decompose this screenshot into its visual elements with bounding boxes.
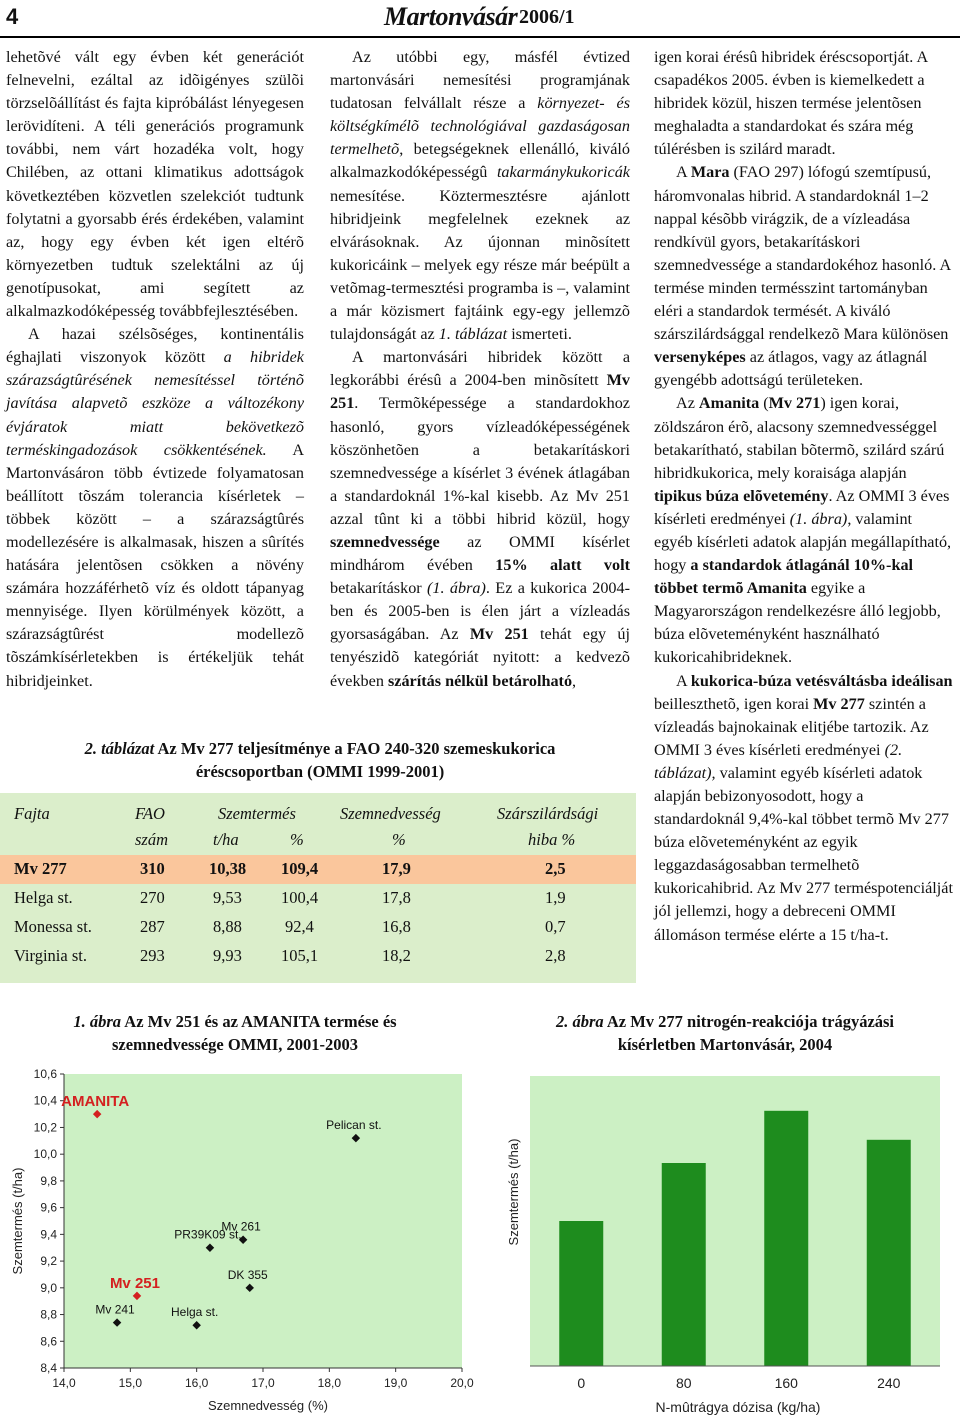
y-tick-label: 10,2 [33, 1120, 57, 1135]
cell-hiba: 0,7 [545, 917, 566, 936]
cell-nedvesseg: 17,8 [382, 888, 411, 907]
figure-caption-text: kísérletben Martonvásár, 2004 [617, 1035, 833, 1054]
cell-nedvesseg: 18,2 [382, 946, 411, 965]
text: A [676, 163, 691, 182]
table-caption [40, 737, 600, 783]
cell-tha: 10,38 [209, 859, 247, 878]
point-label: Mv 241 [95, 1302, 135, 1317]
cell-fao: 293 [140, 946, 165, 965]
header-fao-unit: szám [135, 830, 169, 849]
header-szemtermes: Szemtermés [218, 804, 296, 823]
bar [662, 1163, 706, 1366]
paragraph [654, 46, 954, 161]
page-number: 4 [6, 4, 19, 29]
paragraph [654, 161, 954, 392]
table-row [0, 913, 636, 942]
bar [764, 1111, 808, 1366]
emphasis: takarmánykukoricák [496, 163, 630, 182]
text: , valamint egyéb kísérleti adatok alapján megállapítható, hogy [654, 509, 952, 575]
emphasis-bold: 15% alatt volt [495, 556, 631, 575]
paragraph [330, 346, 630, 692]
cell-fao: 287 [140, 917, 165, 936]
emphasis-bold: szemnedvessége [330, 532, 440, 551]
point-label: AMANITA [61, 1093, 130, 1111]
hybrid-name: Amanita [698, 394, 760, 413]
paragraph [6, 46, 304, 323]
hybrid-name: Mara [690, 163, 730, 182]
figure-1-scatter-chart [0, 1062, 474, 1418]
x-tick-label: 80 [675, 1375, 692, 1391]
y-axis-label: Szemtermés (t/ha) [10, 1167, 25, 1275]
y-tick-label: 8,8 [40, 1307, 57, 1322]
point-label: Mv 251 [109, 1274, 160, 1292]
text: . Az OMMI 3 éves kísérleti eredményei [654, 486, 950, 528]
y-tick-label: 10,0 [33, 1147, 57, 1162]
text: Az [676, 394, 699, 413]
emphasis-bold: versenyképes [654, 348, 746, 367]
header-szemnedvesseg-unit: % [392, 830, 406, 849]
journal-issue: 2006/1 [519, 6, 575, 28]
text: szintén a vízleadás bajnokainak elitjébe tartozik. Az OMMI 3 éves kísérleti eredményei [654, 694, 929, 759]
cell-pct: 109,4 [281, 859, 319, 878]
header-szarszilardsagi-unit: hiba % [528, 830, 576, 849]
emphasis-bold: szárítás nélkül betárolható [387, 671, 573, 690]
cell-fajta: Mv 277 [14, 859, 67, 878]
figure-1-caption [20, 1010, 450, 1056]
bar-chart-svg [500, 1062, 956, 1418]
text: igen korai érésû hibridek éréscsoportját. A csapadékos 2005. évben is kiemelkedett a hibridek közül, hiszen termése jelentõsen meghaladta a standardokat és szára még túlérésben is szilárd maradt. [654, 48, 928, 159]
figure-caption-text: Az Mv 277 nitrogén-reakciója trágyázási [603, 1012, 895, 1031]
emphasis-bold: tipikus búza elõvetemény [654, 486, 829, 505]
text: lehetõvé vált egy évben két generációt felnevelni, ezáltal az idõigényes szülõi törzselõállítást és fajta kipróbálást lényegesen lerövidíteni. A téli generációs programunk további, nem várt hozadéka volt, hogy Chilében, az ottani klimatikus adottságok következtében közvetlen szelekciót tudtunk folytatni a gyorsabb érés érdekében, valamint az, hogy egy évben két igen eltérõ környezetben tudtuk szelektálni az új genotípusokat, ami segített az alkalmazkodóképesség továbbfejlesztésében. [6, 48, 304, 321]
bar [867, 1140, 911, 1366]
text: . Ez a kukorica 2004-ben és 2005-ben is élen járt a vízleadás gyorsaságában. Az [330, 579, 631, 644]
cell-nedvesseg: 17,9 [382, 859, 411, 878]
text: , betegségeknek ellenálló, kiváló alkalmazkodóképességû [330, 140, 630, 182]
hybrid-name: Mv 251 [469, 625, 529, 644]
table-caption-text: Az Mv 277 teljesítménye a FAO 240-320 szemeskukorica [154, 739, 556, 758]
text: ) igen korai, zöldszáron érõ, alacsony szemnedvességgel betakarítható, stabilan bõtermõ, szilárd szárú hibridkukorica, mely koraisága alapján [654, 394, 945, 482]
text: (FAO 297) lófogú szemtípusú, háromvonalas hibrid. A standardoknál 1–2 nappal késõbb virágzik, de a vízleadása rendkívül gyors, betakarításkori szemnedvessége a standardokéhoz hasonló. A termése minden termésszint tartományban eléri a standardok termését. A kiváló szárszilárdsággal rendelkezõ Mara különösen [654, 163, 951, 344]
y-tick-label: 9,4 [40, 1227, 57, 1242]
header-szemtermes-tha: t/ha [213, 830, 239, 849]
text: A martonvásári hibridek között a legkorábbi érésû a 2004-ben minõsített [330, 348, 630, 390]
table-caption-label: 2. táblázat [84, 739, 155, 758]
paragraph [6, 323, 304, 693]
cell-tha: 9,53 [213, 888, 242, 907]
emphasis: környezet- és költségkímélõ technológiával gazdaságosan termelhetõ [330, 94, 630, 159]
x-axis-label: Szemnedvesség (%) [208, 1398, 328, 1413]
emphasis-bold: a standardok átlagánál 10%-kal többet termõ Amanita [654, 556, 914, 598]
text: A hazai szélsõséges, kontinentális éghajlati viszonyok között [6, 325, 304, 367]
y-tick-label: 9,2 [40, 1254, 57, 1269]
cell-fajta: Virginia st. [14, 946, 87, 965]
cell-pct: 105,1 [281, 946, 319, 965]
paragraph [330, 46, 630, 346]
figure-caption-text: szemnedvessége OMMI, 2001-2003 [111, 1035, 359, 1054]
figure-reference: (1. ábra) [427, 579, 486, 598]
scatter-chart-svg [0, 1062, 474, 1418]
x-tick-label: 160 [774, 1375, 798, 1391]
text: Az utóbbi egy, másfél évtized martonvásári nemesítési programjának tudatosan felvállalt része a [330, 48, 630, 113]
figure-2-bar-chart [500, 1062, 956, 1418]
results-table [0, 793, 636, 983]
point-label: DK 355 [227, 1267, 268, 1282]
cell-fajta: Monessa st. [14, 917, 92, 936]
text-column-3 [654, 46, 954, 947]
table-row [0, 942, 636, 971]
plot-area [64, 1074, 462, 1368]
y-tick-label: 10,4 [33, 1093, 57, 1108]
y-axis-label: Szemtermés (t/ha) [506, 1138, 521, 1246]
text: egyike a Magyarországon rendelkezésre álló legjobb, búza elõveteményként használható kukoricahibrideknek. [654, 579, 941, 667]
point-label: PR39K09 st. [174, 1227, 242, 1242]
y-tick-label: 9,8 [40, 1173, 57, 1188]
cell-tha: 9,93 [213, 946, 242, 965]
text: . Termõképessége a standardokhoz hasonló, gyors vízleadóképességének köszönhetõen a betakarításkori szemnedvessége a kísérlet 3 évének átlagában a standardoknál 1%-kal kisebb. Az Mv 251 azzal tûnt ki a többi hibrid közül, hogy [330, 394, 630, 528]
emphasis-bold: kukorica-búza vetésváltásba ideálisan [690, 671, 953, 690]
y-tick-label: 8,6 [40, 1334, 57, 1349]
text: , [572, 671, 577, 690]
cell-fajta: Helga st. [14, 888, 73, 907]
x-tick-label: 19,0 [383, 1376, 408, 1390]
text: nemesítése. Köztermesztésre ajánlott hibridjeink megfelelnek ezeknek az elvárásoknak. Az újonnan minõsített kukoricáink – melyek egy része már beépült a vetõmag-termesztési programba is –, valamint a már közismert fajtáink egy-egy jellemzõ tulajdonságát az [330, 186, 630, 344]
table-header [0, 793, 636, 855]
table-row [0, 884, 636, 913]
bar [559, 1221, 603, 1366]
x-tick-label: 17,0 [251, 1376, 275, 1390]
text: betakarításkor [330, 579, 428, 598]
point-label: Mv 261 [221, 1219, 261, 1234]
point-label: Pelican st. [326, 1118, 382, 1133]
text: ( [759, 394, 769, 413]
x-axis-label: N-mûtrágya dózisa (kg/ha) [655, 1399, 821, 1415]
cell-hiba: 2,5 [545, 859, 566, 878]
text-column-1 [6, 46, 304, 693]
cell-pct: 100,4 [281, 888, 319, 907]
paragraph [654, 392, 954, 669]
x-tick-label: 16,0 [184, 1376, 209, 1390]
table-reference: (2. táblázat), [654, 740, 903, 782]
text: tehát egy új tenyészidõ kategóriát nyitott: a kedvezõ években [330, 625, 630, 690]
figure-caption-text: Az Mv 251 és az AMANITA termése és [121, 1012, 397, 1031]
header-fajta: Fajta [14, 804, 50, 823]
text: A Martonvásáron több évtizede folyamatosan beállított tõszám tolerancia kísérletek – többek között – a szárazságtûrés modellezésére is alkalmasak, hiszen a sûrítés hatására jelentõsen csökken a növény számára hozzáférhetõ víz és oldott tápanyag mennyisége. Ilyen körülmények között, a szárazságtûrést modellezõ tõszámkísérletekben is értékeljük tehát hibridjeinket. [6, 440, 305, 690]
hybrid-name: Mv 271 [768, 394, 821, 413]
x-tick-label: 14,0 [52, 1376, 76, 1390]
cell-fao: 310 [140, 859, 165, 878]
text: A [676, 671, 691, 690]
text: valamint egyéb kísérleti adatok alapján bebizonyosodott, hogy a standardoknál 9,4%-kal többet termõ Mv 277 búza elõveteményként az egyik leggazdaságosabban termelhetõ kukoricahibrid. Az Mv 277 terméspotenciálját jól jellemzi, hogy a debreceni OMMI állomáson termése elérte a 15 t/ha-t. [654, 763, 953, 944]
cell-hiba: 1,9 [545, 888, 566, 907]
hybrid-name: Mv 251 [330, 371, 630, 413]
x-tick-label: 15,0 [118, 1376, 143, 1390]
header-szarszilardsagi: Szárszilárdsági [497, 804, 599, 823]
x-tick-label: 240 [877, 1375, 901, 1391]
journal-title: Martonvásár [384, 2, 518, 31]
cell-pct: 92,4 [285, 917, 314, 936]
y-tick-label: 9,0 [40, 1280, 57, 1295]
hybrid-name: Mv 277 [813, 694, 865, 713]
header-szemtermes-pct: % [290, 830, 304, 849]
point-label: Helga st. [170, 1305, 219, 1320]
y-tick-label: 9,6 [40, 1200, 57, 1215]
header-fao: FAO [135, 804, 165, 823]
y-tick-label: 10,6 [33, 1067, 57, 1081]
text: az átlagos, vagy az átlagnál gyengébb adottságú területeken. [654, 348, 928, 390]
x-tick-label: 20,0 [450, 1376, 474, 1390]
figure-reference: (1. ábra) [789, 509, 848, 528]
cell-nedvesseg: 16,8 [382, 917, 411, 936]
page-header [0, 0, 960, 38]
figure-caption-label: 1. ábra [73, 1012, 122, 1031]
figure-2-caption [500, 1010, 950, 1056]
cell-hiba: 2,8 [545, 946, 566, 965]
cell-fao: 270 [140, 888, 165, 907]
header-szemnedvesseg: Szemnedvesség [340, 804, 441, 823]
table-row [0, 855, 636, 884]
paragraph [654, 670, 954, 947]
text: beilleszthetõ, igen korai [654, 694, 814, 713]
text: ismerteti. [507, 325, 572, 344]
table-caption-text: éréscsoportban (OMMI 1999-2001) [195, 762, 445, 781]
cell-tha: 8,88 [213, 917, 242, 936]
x-tick-label: 18,0 [317, 1376, 342, 1390]
header-rule [0, 36, 960, 38]
text: az OMMI kísérlet mindhárom évében [330, 532, 630, 575]
x-tick-label: 0 [577, 1375, 586, 1391]
y-tick-label: 8,4 [40, 1361, 57, 1375]
text-column-2 [330, 46, 630, 693]
table-reference: 1. táblázat [438, 325, 508, 344]
emphasis: a hibridek szárazságtûrésének nemesítéssel történõ javítása alapvetõ eszköze a változékony évjáratok miatt bekövetkezõ terméskingadozások csökkentésének. [6, 348, 304, 459]
figure-caption-label: 2. ábra [555, 1012, 604, 1031]
